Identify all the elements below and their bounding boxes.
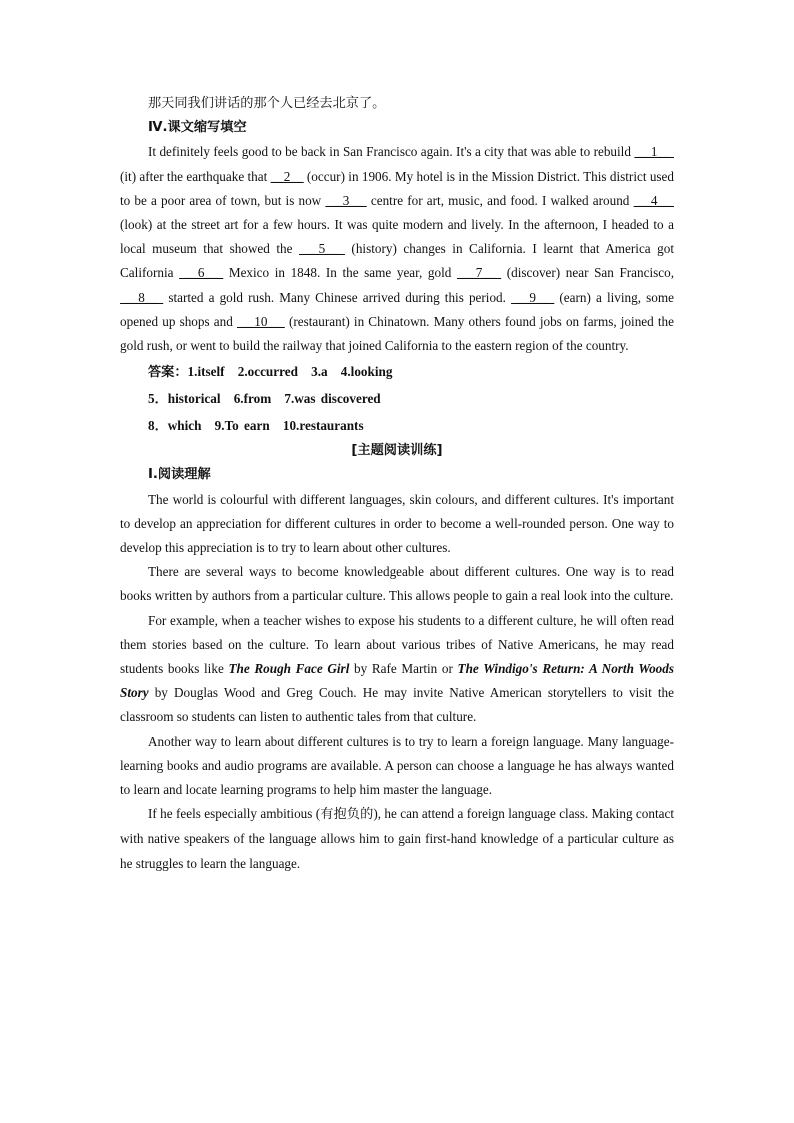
passage-text: (occur) in 1906. My hotel is in the Mission District. This district used to be a poor area of town, but is now [120, 168, 674, 208]
passage-text: (discover) near San Francisco, [501, 265, 675, 281]
reading-paragraph-4: Another way to learn about different cultures is to try to learn a foreign language. Many language-learning books and audio programs are available. A person can choose a language he has always wanted to learn and locate learning programs to help him master the language. [120, 733, 674, 798]
passage-text: It definitely feels good to be back in San Francisco again. It's a city that was able to rebuild [148, 144, 635, 160]
paragraph-text: by Douglas Wood and Greg Couch. He may invite Native American storytellers to visit the classroom so students can listen to authentic tales from that culture. [120, 685, 674, 725]
paragraph-text: ), he can attend a foreign language class. Making contact with native speakers of the language allows him to gain first-hand knowledge of a particular culture as he struggles to learn the language. [120, 806, 674, 871]
passage-text: (it) after the earthquake that [120, 168, 271, 184]
passage-text: (restaurant) in Chinatown. Many others found jobs on farms, joined the gold rush, or went to build the railway that joined California to the eastern region of the country. [120, 313, 674, 354]
passage-text: started a gold rush. Many Chinese arrived during this period. [163, 289, 512, 305]
blank-1: __1__ [634, 144, 675, 160]
paragraph-text: For example, when a teacher wishes to expose his students to a different culture, he will often read them stories based on the culture. To learn about various tribes of Native Americans, he may read students books like [120, 612, 674, 677]
passage-text: Mexico in 1848. In the same year, gold [223, 265, 457, 281]
paragraph-text: by Rafe Martin or [349, 661, 458, 677]
section-1-title: Ⅰ.阅读理解 [148, 467, 211, 483]
reading-paragraph-3 [120, 609, 674, 730]
chinese-gloss: 有抱负的 [320, 807, 374, 823]
blank-7: __7__ [456, 265, 502, 281]
passage-text: (history) changes in California. I learnt that America got California [120, 241, 674, 281]
blank-10: __10__ [236, 313, 285, 329]
reading-paragraph-1: The world is colourful with different languages, skin colours, and different cultures. It's important to develop an appreciation for different cultures in order to become a well-rounded person. One way to develop this appreciation is to try to learn about other cultures. [120, 491, 674, 556]
paragraph-text: If he feels especially ambitious ( [148, 806, 321, 822]
book-title-1: The Rough Face Girl [228, 661, 350, 677]
answers-line-1: 答案：1.itself 2.occurred 3.a 4.looking [148, 364, 393, 380]
passage-text: (earn) a living, some opened up shops and [120, 289, 674, 329]
passage-text: centre for art, music, and food. I walked around [366, 192, 634, 208]
cloze-passage [120, 140, 674, 358]
blank-5: __5__ [298, 241, 345, 257]
blank-8: __8__ [120, 289, 164, 305]
blank-6: __6__ [179, 265, 224, 281]
blank-2: __2__ [270, 168, 304, 184]
translation-sentence: 那天同我们讲话的那个人已经去北京了。 [148, 96, 386, 111]
answers-line-2: 5．historical 6.from 7.was discovered [148, 391, 381, 407]
document-page [120, 92, 674, 876]
book-title-2: The Windigo's Return: A North Woods Story [120, 661, 674, 701]
passage-text: (look) at the street art for a few hours. It was quite modern and lively. In the afternoon, I headed to a local museum that showed the [120, 217, 674, 257]
reading-paragraph-5 [120, 802, 674, 876]
blank-3: __3__ [325, 192, 367, 208]
answers-line-3: 8．which 9.To earn 10.restaurants [148, 418, 364, 434]
blank-4: __4__ [633, 192, 675, 208]
theme-reading-heading: [主题阅读训练] [351, 443, 443, 459]
reading-paragraph-2: There are several ways to become knowledgeable about different cultures. One way is to read books written by authors from a particular culture. This allows people to gain a real look into the culture. [120, 564, 674, 604]
blank-9: __9__ [511, 289, 555, 305]
section-4-title: Ⅳ.课文缩写填空 [148, 120, 247, 136]
